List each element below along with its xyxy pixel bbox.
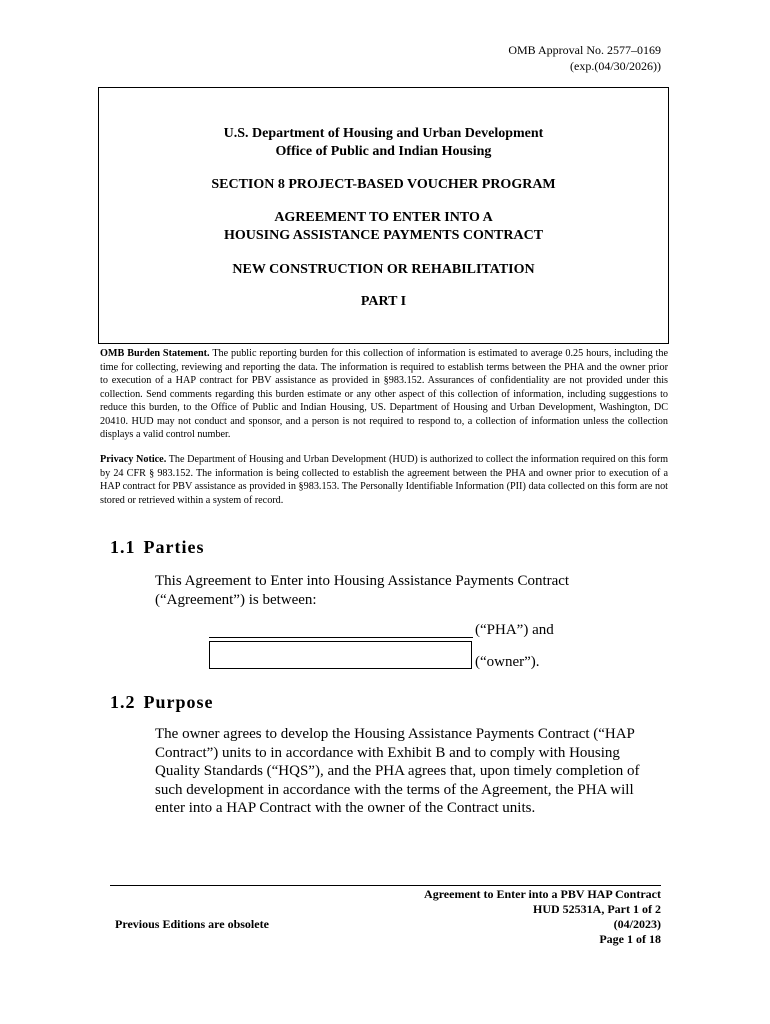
section-1-1-heading: [110, 536, 204, 558]
privacy-notice: [100, 453, 668, 507]
form-title: Agreement to Enter into a PBV HAP Contract: [424, 887, 661, 901]
section-1-2-title: Purpose: [143, 692, 214, 712]
section-1-2-heading: [110, 691, 214, 713]
omb-expiration: (exp.(04/30/2026)): [570, 59, 661, 73]
section-1-2-number: 1.2: [110, 692, 136, 712]
agreement-title-line1: AGREEMENT TO ENTER INTO A: [274, 210, 493, 225]
owner-label: (“owner”).: [475, 654, 540, 670]
footer-divider: [110, 885, 661, 886]
pha-label: (“PHA”) and: [475, 622, 554, 638]
parties-intro: This Agreement to Enter into Housing Assistance Payments Contract (“Agreement”) is between:: [155, 573, 570, 608]
burden-statement-text: The public reporting burden for this collection of information is estimated to average 0.25 hours, including the time for collecting, reviewing and reporting the data. The information is required to establish terms between the PHA and the owner prior to execution of a HAP contract for PBV assistance as provided in §983.152. Assurances of confidentiality are not provided under this collection. Send comments regarding this burden estimate or any other aspect of this collection of information, including suggestions to reduce this burden, to the Office of Public and Indian Housing, US. Department of Housing and Urban Development, Washington, DC 20410. HUD may not conduct and sponsor, and a person is not required to respond to, a collection of information unless the collection displays a valid control number.: [100, 348, 668, 440]
pha-name-field[interactable]: [209, 621, 473, 638]
previous-editions-note: Previous Editions are obsolete: [115, 917, 269, 931]
owner-name-field[interactable]: [209, 641, 472, 669]
construction-type: NEW CONSTRUCTION OR REHABILITATION: [232, 262, 535, 277]
program-name: SECTION 8 PROJECT-BASED VOUCHER PROGRAM: [211, 177, 556, 192]
section-1-1-number: 1.1: [110, 537, 136, 557]
omb-approval-number: OMB Approval No. 2577–0169: [508, 43, 661, 57]
privacy-notice-text: The Department of Housing and Urban Development (HUD) is authorized to collect the information required on this form by 24 CFR § 983.152. The information is being collected to establish the agreement between the PHA and owner prior to execution of a HAP contract for PBV assistance as provided in §983.153. The Personally Identifiable Information (PII) data collected on this form are not stored or retrieved within a system of record.: [100, 454, 668, 506]
agreement-title-line2: HOUSING ASSISTANCE PAYMENTS CONTRACT: [223, 228, 544, 243]
part-label: PART I: [360, 294, 407, 309]
form-footer-info: [424, 887, 661, 947]
section-1-1-title: Parties: [143, 537, 205, 557]
form-date: (04/2023): [613, 917, 661, 931]
purpose-text: The owner agrees to develop the Housing Assistance Payments Contract (“HAP Contract”) units to in accordance with Exhibit B and to comply with Housing Quality Standards (“HQS”), and the PHA agrees that, upon timely completion of such development in accordance with the terms of the Agreement, the PHA will enter into a HAP Contract with the owner of the Contract units.: [155, 726, 640, 816]
omb-approval-block: [508, 42, 661, 74]
department-name: U.S. Department of Housing and Urban Development: [223, 126, 544, 141]
privacy-notice-lead: Privacy Notice.: [100, 454, 167, 465]
form-number: HUD 52531A, Part 1 of 2: [533, 902, 661, 916]
page-number: Page 1 of 18: [599, 932, 661, 946]
office-name: Office of Public and Indian Housing: [275, 144, 492, 159]
title-box: [98, 87, 669, 344]
burden-statement-lead: OMB Burden Statement.: [100, 348, 210, 359]
burden-statement: [100, 347, 668, 442]
